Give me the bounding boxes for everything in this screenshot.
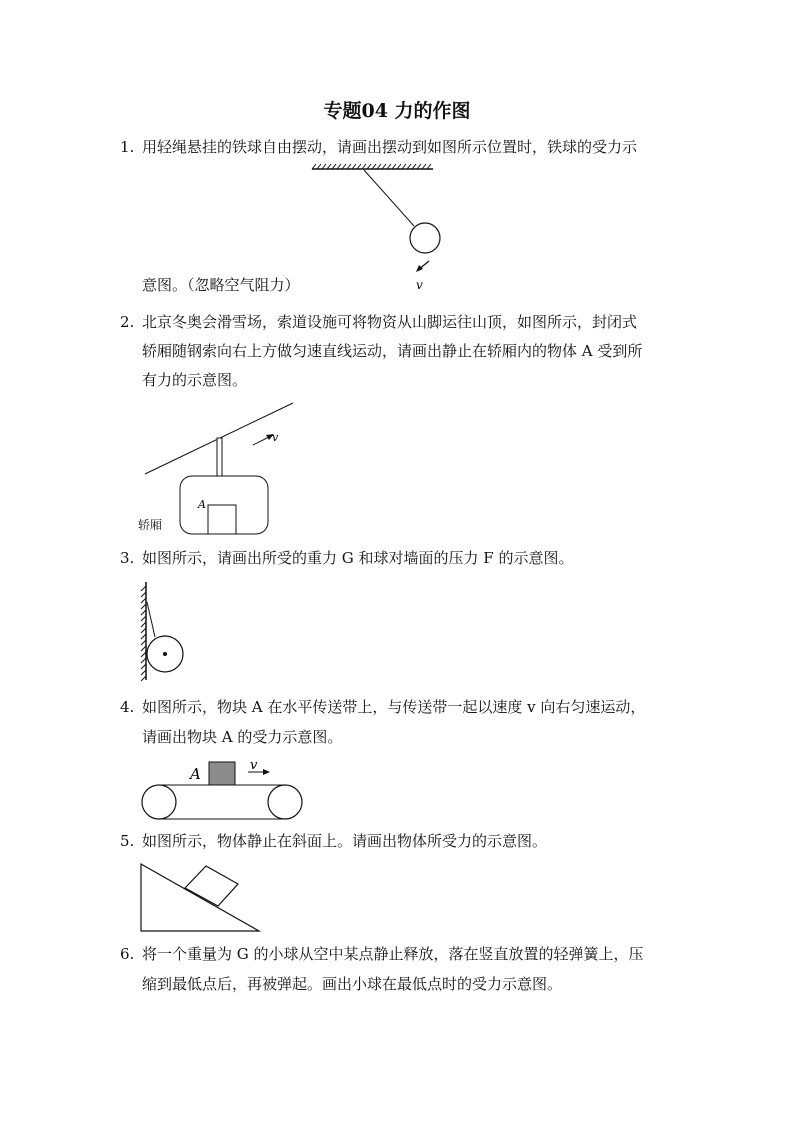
page-title: 专题04 力的作图 xyxy=(323,100,471,122)
question-6-line-2: 缩到最低点后，再被弹起。画出小球在最低点时的受力示意图。 xyxy=(142,975,563,993)
rope xyxy=(147,602,155,637)
question-3-number: 3. xyxy=(120,549,135,567)
right-roller xyxy=(268,785,302,819)
question-2-number: 2. xyxy=(120,313,135,331)
ball-center-dot xyxy=(163,652,167,656)
question-4-number: 4. xyxy=(120,698,135,716)
question-6-number: 6. xyxy=(120,945,135,963)
question-2-line-2: 轿厢随钢索向右上方做匀速直线运动，请画出静止在轿厢内的物体 A 受到所 xyxy=(142,342,643,360)
question-1-line-1: 用轻绳悬挂的铁球自由摆动，请画出摆动到如图所示位置时，铁球的受力示 xyxy=(142,138,638,156)
wall-ball-figure xyxy=(138,580,198,685)
question-2-line-1: 北京冬奥会滑雪场，索道设施可将物资从山脚运往山顶，如图所示，封闭式 xyxy=(142,313,638,331)
velocity-arrow xyxy=(253,434,274,445)
ceiling-hatching xyxy=(312,164,433,169)
velocity-label: v xyxy=(272,431,279,444)
iron-ball xyxy=(410,223,440,253)
question-3-line-1: 如图所示，请画出所受的重力 G 和球对墙面的压力 F 的示意图。 xyxy=(142,549,574,567)
cabin-hanger xyxy=(217,438,222,476)
wall-hatching xyxy=(141,582,146,681)
question-1-number: 1. xyxy=(120,138,135,156)
question-5-line-1: 如图所示，物体静止在斜面上。请画出物体所受力的示意图。 xyxy=(142,832,548,850)
conveyor-figure xyxy=(138,755,308,825)
pendulum-figure xyxy=(300,160,450,295)
cabin-label: 轿厢 xyxy=(138,518,163,532)
object-a-box xyxy=(208,505,236,534)
question-5-number: 5. xyxy=(120,832,135,850)
question-6-line-1: 将一个重量为 G 的小球从空中某点静止释放，落在竖直放置的轻弹簧上，压 xyxy=(142,945,644,963)
object-a-label: A xyxy=(198,498,206,511)
velocity-label: v xyxy=(250,758,258,773)
question-4-line-2: 请画出物块 A 的受力示意图。 xyxy=(142,728,343,746)
block-a xyxy=(209,762,235,785)
rope xyxy=(364,170,414,226)
question-2-line-3: 有力的示意图。 xyxy=(142,371,248,389)
incline-figure xyxy=(138,858,268,938)
velocity-label: v xyxy=(416,278,423,292)
block-a-label: A xyxy=(190,765,201,783)
question-1-line-2: 意图。（忽略空气阻力） xyxy=(142,276,300,294)
question-4-line-1: 如图所示，物块 A 在水平传送带上，与传送带一起以速度 v 向右匀速运动， xyxy=(142,698,646,716)
left-roller xyxy=(142,785,176,819)
velocity-arrow xyxy=(416,261,429,272)
